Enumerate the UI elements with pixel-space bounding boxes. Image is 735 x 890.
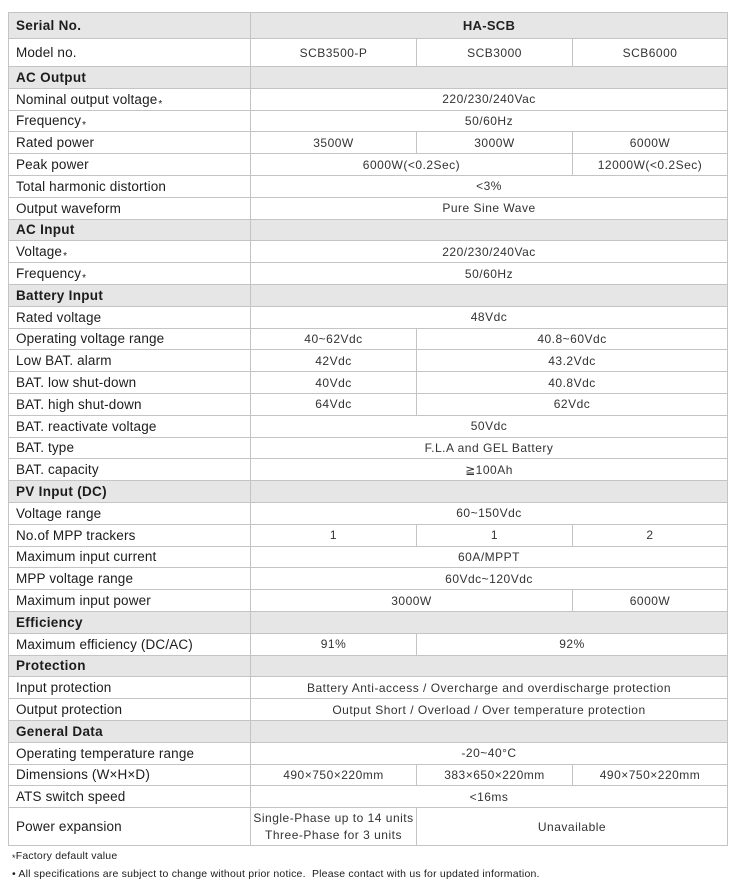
spec-value: 490×750×220mm (251, 764, 417, 786)
spec-value: 60~150Vdc (251, 502, 728, 524)
section-fill (251, 720, 728, 742)
spec-label: Voltage range (9, 502, 251, 524)
spec-value: 40Vdc (251, 372, 417, 394)
section-fill (251, 481, 728, 503)
spec-value: 60Vdc~120Vdc (251, 568, 728, 590)
section-fill (251, 284, 728, 306)
spec-label: MPP voltage range (9, 568, 251, 590)
row-mpp-voltage-range (9, 568, 728, 590)
spec-value-line: Single-Phase up to 14 units (253, 810, 414, 825)
spec-label: Maximum input power (9, 590, 251, 612)
section-ac-input (9, 219, 728, 241)
section-fill (251, 655, 728, 677)
spec-label: Input protection (9, 677, 251, 699)
spec-value: Pure Sine Wave (251, 197, 728, 219)
spec-label: BAT. low shut-down (9, 372, 251, 394)
section-general-data (9, 720, 728, 742)
spec-value: 6000W (573, 132, 728, 154)
row-bat-type (9, 437, 728, 459)
serial-no-label: Serial No. (9, 13, 251, 39)
spec-label (9, 110, 251, 132)
row-bat-low-shutdown (9, 372, 728, 394)
model-name: SCB3000 (417, 39, 573, 67)
model-name: SCB6000 (573, 39, 728, 67)
section-title: AC Output (9, 67, 251, 89)
row-input-frequency (9, 263, 728, 285)
model-row (9, 39, 728, 67)
spec-label: Rated power (9, 132, 251, 154)
spec-label (9, 241, 251, 263)
spec-value: 40~62Vdc (251, 328, 417, 350)
spec-label: Peak power (9, 154, 251, 176)
spec-value: Unavailable (417, 808, 728, 846)
spec-value: 3000W (417, 132, 573, 154)
section-title: Efficiency (9, 611, 251, 633)
spec-label: Operating temperature range (9, 742, 251, 764)
section-efficiency (9, 611, 728, 633)
spec-value: 60A/MPPT (251, 546, 728, 568)
spec-label (9, 88, 251, 110)
row-input-voltage (9, 241, 728, 263)
row-nominal-output-voltage (9, 88, 728, 110)
spec-value: 6000W(<0.2Sec) (251, 154, 573, 176)
spec-label: Low BAT. alarm (9, 350, 251, 372)
section-title: Battery Input (9, 284, 251, 306)
spec-value: 490×750×220mm (573, 764, 728, 786)
model-label: Model no. (9, 39, 251, 67)
spec-label-text: Frequency (16, 266, 82, 282)
row-power-expansion (9, 808, 728, 846)
spec-value: 1 (417, 524, 573, 546)
spec-label: BAT. reactivate voltage (9, 415, 251, 437)
spec-label: Output waveform (9, 197, 251, 219)
row-total-harmonic-distortion (9, 175, 728, 197)
section-title: Protection (9, 655, 251, 677)
spec-label: BAT. capacity (9, 459, 251, 481)
factory-default-mark: * (63, 251, 68, 263)
row-max-efficiency (9, 633, 728, 655)
footnote-factory-default (12, 850, 117, 862)
spec-label: Total harmonic distortion (9, 175, 251, 197)
factory-default-mark: * (12, 853, 16, 863)
section-ac-output (9, 67, 728, 89)
section-fill (251, 219, 728, 241)
spec-value-line: Three-Phase for 3 units (265, 827, 402, 842)
row-mpp-trackers (9, 524, 728, 546)
row-low-bat-alarm (9, 350, 728, 372)
row-max-input-current (9, 546, 728, 568)
spec-value: 43.2Vdc (417, 350, 728, 372)
spec-value: 42Vdc (251, 350, 417, 372)
spec-label: Maximum input current (9, 546, 251, 568)
row-output-waveform (9, 197, 728, 219)
footnote-text: Factory default value (15, 850, 118, 862)
section-title: PV Input (DC) (9, 481, 251, 503)
spec-value: Output Short / Overload / Over temperature protection (251, 699, 728, 721)
spec-label-text: Voltage (16, 244, 63, 260)
row-rated-power (9, 132, 728, 154)
spec-value: 1 (251, 524, 417, 546)
spec-value: 62Vdc (417, 393, 728, 415)
series-name: HA-SCB (251, 13, 728, 39)
spec-label: BAT. high shut-down (9, 393, 251, 415)
table-header-row (9, 13, 728, 39)
section-title: AC Input (9, 219, 251, 241)
spec-value: 50/60Hz (251, 110, 728, 132)
row-output-frequency (9, 110, 728, 132)
row-dimensions (9, 764, 728, 786)
spec-value: ≧100Ah (251, 459, 728, 481)
spec-value: 3000W (251, 590, 573, 612)
row-ats-switch-speed (9, 786, 728, 808)
row-input-protection (9, 677, 728, 699)
row-bat-high-shutdown (9, 393, 728, 415)
spec-label: Rated voltage (9, 306, 251, 328)
spec-value (251, 808, 417, 846)
spec-label: Power expansion (9, 808, 251, 846)
spec-table (8, 12, 728, 846)
row-operating-temperature (9, 742, 728, 764)
spec-value: 64Vdc (251, 393, 417, 415)
spec-value: <3% (251, 175, 728, 197)
spec-value: 50Vdc (251, 415, 728, 437)
spec-value: 40.8~60Vdc (417, 328, 728, 350)
spec-label: ATS switch speed (9, 786, 251, 808)
footnote-disclaimer: • All specifications are subject to change without prior notice. Please contact with us for updated information. (12, 868, 540, 880)
spec-label: Operating voltage range (9, 328, 251, 350)
spec-value: 6000W (573, 590, 728, 612)
spec-value: 220/230/240Vac (251, 88, 728, 110)
spec-value: 50/60Hz (251, 263, 728, 285)
spec-label (9, 263, 251, 285)
spec-value: <16ms (251, 786, 728, 808)
spec-label: Output protection (9, 699, 251, 721)
spec-label: No.of MPP trackers (9, 524, 251, 546)
spec-label-text: Frequency (16, 113, 82, 129)
spec-value: F.L.A and GEL Battery (251, 437, 728, 459)
section-fill (251, 611, 728, 633)
spec-label: Dimensions (W×H×D) (9, 764, 251, 786)
row-bat-reactivate-voltage (9, 415, 728, 437)
spec-value: 92% (417, 633, 728, 655)
spec-value: 383×650×220mm (417, 764, 573, 786)
row-operating-voltage-range (9, 328, 728, 350)
section-battery-input (9, 284, 728, 306)
spec-label: Maximum efficiency (DC/AC) (9, 633, 251, 655)
section-protection (9, 655, 728, 677)
spec-value: 40.8Vdc (417, 372, 728, 394)
spec-label: BAT. type (9, 437, 251, 459)
row-pv-voltage-range (9, 502, 728, 524)
spec-value: 220/230/240Vac (251, 241, 728, 263)
spec-value: Battery Anti-access / Overcharge and overdischarge protection (251, 677, 728, 699)
section-fill (251, 67, 728, 89)
row-max-input-power (9, 590, 728, 612)
row-output-protection (9, 699, 728, 721)
section-title: General Data (9, 720, 251, 742)
row-peak-power (9, 154, 728, 176)
spec-value: 2 (573, 524, 728, 546)
spec-label-text: Nominal output voltage (16, 91, 158, 107)
factory-default-mark: * (82, 120, 87, 132)
factory-default-mark: * (82, 273, 87, 285)
factory-default-mark: * (158, 98, 163, 110)
row-rated-voltage (9, 306, 728, 328)
spec-value: 91% (251, 633, 417, 655)
section-pv-input (9, 481, 728, 503)
spec-value: 3500W (251, 132, 417, 154)
spec-value: -20~40°C (251, 742, 728, 764)
row-bat-capacity (9, 459, 728, 481)
spec-value: 48Vdc (251, 306, 728, 328)
model-name: SCB3500-P (251, 39, 417, 67)
spec-value: 12000W(<0.2Sec) (573, 154, 728, 176)
